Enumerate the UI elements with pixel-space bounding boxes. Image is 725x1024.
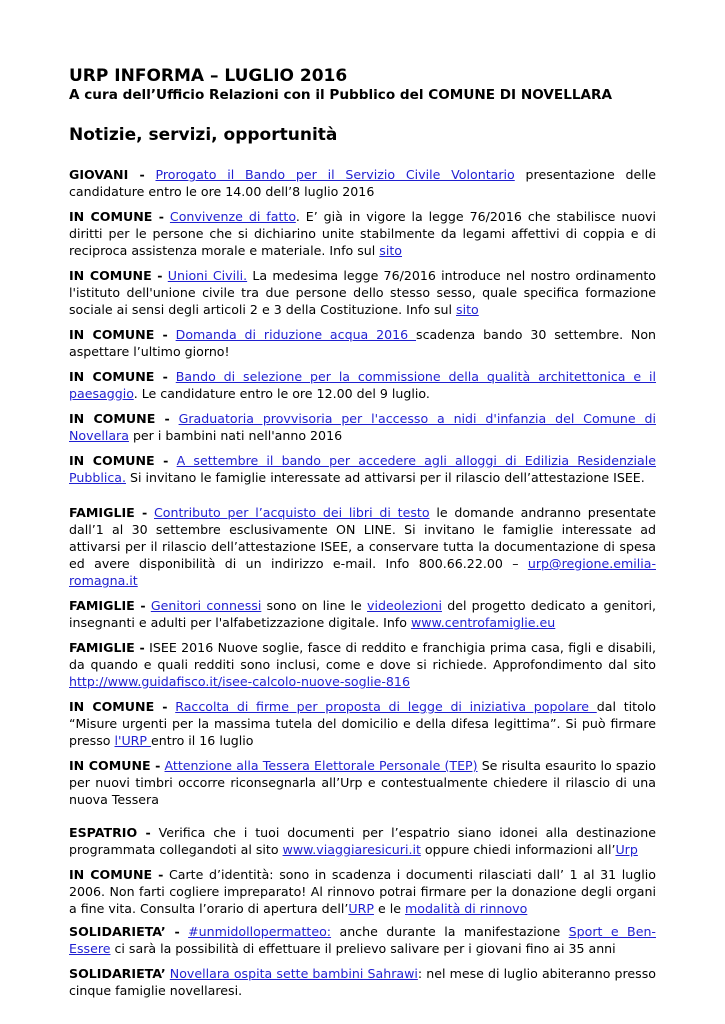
- news-link[interactable]: Prorogato il Bando per il Servizio Civile Volontario: [155, 167, 515, 182]
- news-category-label: IN COMUNE -: [69, 699, 168, 714]
- news-text: e le: [373, 901, 405, 916]
- news-link[interactable]: A settembre il bando per accedere agli alloggi di Edilizia Residenziale Pubblica.: [69, 453, 656, 485]
- news-item: [69, 410, 656, 444]
- news-category-label: IN COMUNE -: [69, 758, 161, 773]
- section-title: Notizie, servizi, opportunità: [69, 125, 338, 145]
- news-category-label: GIOVANI -: [69, 167, 145, 182]
- news-link[interactable]: URP: [348, 901, 374, 916]
- news-link[interactable]: Attenzione alla Tessera Elettorale Personale (TEP): [164, 758, 478, 773]
- news-text: ci sarà la possibilità di effettuare il prelievo salivare per i giovani fino ai 35 anni: [110, 941, 616, 956]
- news-text: scadenza bando 30 settembre. Non aspettare l’ultimo giorno!: [69, 327, 657, 359]
- news-item: [69, 166, 656, 200]
- news-item: [69, 923, 656, 957]
- news-item: [69, 965, 656, 999]
- news-link[interactable]: Genitori connessi: [150, 598, 262, 613]
- news-text: Se risulta esaurito lo spazio per nuovi timbri occorre riconsegnarla all’Urp e contestualmente chiedere il rilascio di una nuova Tessera: [69, 758, 656, 807]
- news-item: [69, 698, 656, 749]
- news-link[interactable]: www.centrofamiglie.eu: [410, 615, 556, 630]
- document-subtitle: A cura dell’Ufficio Relazioni con il Pubblico del COMUNE DI NOVELLARA: [69, 87, 613, 103]
- news-category-label: IN COMUNE -: [69, 268, 163, 283]
- news-text: oppure chiedi informazioni all’: [420, 842, 616, 857]
- news-link[interactable]: Contributo per l’acquisto dei libri di testo: [154, 505, 430, 520]
- news-link[interactable]: Novellara ospita sette bambini Sahrawi: [169, 966, 418, 981]
- news-text: ISEE 2016 Nuove soglie, fasce di reddito e franchigia prima casa, figli e disabili, da quando e quali redditi sono inclusi, come e dove si richiede. Approfondimento dal sito: [69, 640, 656, 672]
- news-item: [69, 639, 656, 690]
- news-category-label: IN COMUNE -: [69, 453, 169, 468]
- news-link[interactable]: Domanda di riduzione acqua 2016: [175, 327, 417, 342]
- news-link[interactable]: l'URP: [114, 733, 152, 748]
- news-text: dal titolo “Misure urgenti per la massima tutela del domicilio e della difesa legittima”. Si può firmare presso: [69, 699, 656, 748]
- news-category-label: IN COMUNE -: [69, 369, 168, 384]
- news-category-label: ESPATRIO -: [69, 825, 151, 840]
- news-category-label: FAMIGLIE -: [69, 598, 146, 613]
- news-link[interactable]: Convivenze di fatto: [169, 209, 296, 224]
- news-text: Si invitano le famiglie interessate ad attivarsi per il rilascio dell’attestazione ISEE.: [126, 470, 645, 485]
- news-text: anche durante la manifestazione: [331, 924, 569, 939]
- news-text: le domande andranno presentate dall’1 al 30 settembre esclusivamente ON LINE. Si invitano le famiglie interessate ad attivarsi per il rilascio dell’attestazione ISEE, a conservare tutta la documentazione di spesa ed avere disponibilità di un indirizzo e-mail. Info 800.66.22.00 –: [69, 505, 656, 571]
- news-item: [69, 326, 656, 360]
- news-item: [69, 267, 656, 318]
- news-category-label: IN COMUNE -: [69, 867, 164, 882]
- news-link[interactable]: Unioni Civili.: [167, 268, 248, 283]
- news-category-label: SOLIDARIETA’ -: [69, 924, 180, 939]
- news-category-label: IN COMUNE -: [69, 209, 164, 224]
- news-text: . E’ già in vigore la legge 76/2016 che stabilisce nuovi diritti per le persone che si dichiarino unite stabilmente da legami affettivi di coppia e di reciproca assistenza morale e materiale. Info sul: [69, 209, 656, 258]
- news-link[interactable]: http://www.guidafisco.it/isee-calcolo-nuove-soglie-816: [69, 674, 410, 689]
- news-link[interactable]: modalità di rinnovo: [404, 901, 528, 916]
- news-link[interactable]: Sport e Ben-Essere: [69, 924, 656, 956]
- news-category-label: IN COMUNE -: [69, 411, 170, 426]
- news-item: [69, 866, 656, 917]
- news-category-label: FAMIGLIE -: [69, 505, 148, 520]
- news-link[interactable]: sito: [379, 243, 403, 258]
- news-link[interactable]: sito: [456, 302, 479, 317]
- news-link[interactable]: urp@regione.emilia-romagna.it: [69, 556, 656, 588]
- news-text: La medesima legge 76/2016 introduce nel nostro ordinamento l'istituto dell'unione civile tra due persone dello stesso sesso, quale specifica formazione sociale ai sensi degli articoli 2 e 3 della Costituzione. Info sul: [69, 268, 656, 317]
- news-item: [69, 504, 656, 589]
- news-text: : nel mese di luglio abiteranno presso cinque famiglie novellaresi.: [69, 966, 656, 998]
- news-item: [69, 208, 656, 259]
- news-link[interactable]: videolezioni: [367, 598, 442, 613]
- news-item: [69, 452, 656, 486]
- news-link[interactable]: www.viaggiaresicuri.it: [282, 842, 421, 857]
- news-item: [69, 757, 656, 808]
- news-link[interactable]: Bando di selezione per la commissione della qualità architettonica e il paesaggio: [69, 369, 657, 401]
- news-category-label: FAMIGLIE -: [69, 640, 145, 655]
- news-link[interactable]: #unmidollopermatteo:: [188, 924, 332, 939]
- news-link[interactable]: Raccolta di firme per proposta di legge di iniziativa popolare: [175, 699, 597, 714]
- news-text: presentazione delle candidature entro le ore 14.00 dell’8 luglio 2016: [69, 167, 656, 199]
- document-page: [69, 66, 656, 999]
- news-item: [69, 824, 656, 858]
- news-text: sono on line le: [261, 598, 368, 613]
- news-item: [69, 368, 656, 402]
- news-text: Verifica che i tuoi documenti per l’espatrio siano idonei alla destinazione programmata collegandoti al sito: [69, 825, 656, 857]
- news-link[interactable]: Urp: [615, 842, 638, 857]
- document-title: URP INFORMA – LUGLIO 2016: [69, 66, 348, 86]
- news-text: per i bambini nati nell'anno 2016: [128, 428, 343, 443]
- news-category-label: SOLIDARIETA’: [69, 966, 166, 981]
- news-text: entro il 16 luglio: [151, 733, 254, 748]
- news-text: . Le candidature entro le ore 12.00 del 9 luglio.: [133, 386, 430, 401]
- news-text: Carte d’identità: sono in scadenza i documenti rilasciati dall’ 1 al 31 luglio 2006. Non farti cogliere impreparato! Al rinnovo potrai firmare per la donazione degli organi a fine vita. Consulta l’orario di apertura dell’: [69, 867, 656, 916]
- news-link[interactable]: Graduatoria provvisoria per l'accesso a nidi d'infanzia del Comune di Novellara: [69, 411, 656, 443]
- news-item: [69, 597, 656, 631]
- news-text: del progetto dedicato a genitori, insegnanti e adulti per l'alfabetizzazione digitale. Info: [69, 598, 657, 630]
- news-category-label: IN COMUNE -: [69, 327, 168, 342]
- news-list: [69, 166, 656, 999]
